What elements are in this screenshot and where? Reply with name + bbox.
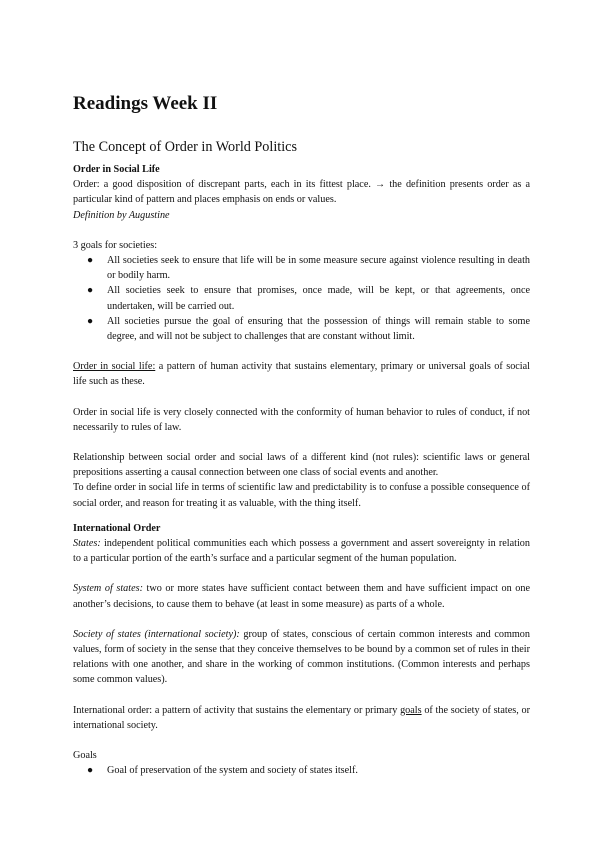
list-item: ● All societies seek to ensure that life will be in some measure secure against violence resulting in death or bodily harm. — [87, 255, 530, 282]
paragraph-relationship: Relationship between social order and social laws of a different kind (not rules): scientific laws or general prepositions asserting a causal connection between one class of social events and another. — [73, 452, 530, 479]
paragraph-order-definition: Order: a good disposition of discrepant parts, each in its fittest place. → the definition presents order as a particular kind of pattern and places emphasis on ends or values. — [73, 179, 530, 206]
heading-order-in-social-life: Order in Social Life — [73, 164, 160, 175]
paragraph-system-of-states: System of states: two or more states have sufficient contact between them and have sufficient impact on one another’s decisions, to cause them to behave (at least in some measure) as parts of a whole. — [73, 583, 531, 610]
paragraph-define-order: To define order in social life in terms of scientific law and predictability is to confuse a possible consequence of social order, and reason for treating it as valuable, with the thing itself. — [73, 482, 530, 509]
list-item: ● All societies seek to ensure that promises, once made, will be kept, or that agreements, once undertaken, will be carried out. — [87, 285, 530, 312]
definition-attribution: Definition by Augustine — [73, 209, 170, 221]
bullet-icon: ● — [87, 765, 94, 777]
bullet-icon: ● — [87, 315, 94, 327]
goals-label: Goals — [73, 750, 97, 762]
bullet-icon: ● — [87, 285, 94, 297]
section-title: The Concept of Order in World Politics — [73, 139, 297, 155]
goals-intro: 3 goals for societies: — [73, 239, 158, 251]
paragraph-conformity: Order in social life is very closely connected with the conformity of human behavior to rules of conduct, if not necessarily to rules of law. — [73, 406, 530, 433]
paragraph-international-order: International order: a pattern of activity that sustains the elementary or primary goals of the society of states, or international society. — [73, 704, 530, 731]
term-goals: goals — [400, 704, 422, 716]
international-goals-list — [73, 763, 530, 778]
term-states: States: — [73, 538, 101, 550]
bullet-icon: ● — [87, 255, 94, 267]
paragraph-social-order-definition: Order in social life: a pattern of human activity that sustains elementary, primary or universal goals of social life such as these. — [73, 361, 530, 388]
paragraph-states: States: independent political communities each which possess a government and assert sovereignty in relation to a particular portion of the earth’s surface and a particular segment of the human population. — [73, 538, 530, 565]
list-item: ● Goal of preservation of the system and society of states itself. — [107, 763, 530, 778]
goals-list — [73, 253, 530, 344]
term-society-of-states: Society of states (international society): — [73, 628, 240, 640]
heading-international-order: International Order — [73, 522, 161, 534]
term-system-of-states: System of states: — [73, 583, 143, 595]
paragraph-society-of-states: Society of states (international society): group of states, conscious of certain common interests and common values, form of society in the sense that they conceive themselves to be bound by a common set of rules in their relations with one another, and share in the working of common institutions. (Common interests and perhaps some common values). — [73, 628, 530, 686]
list-item: ● All societies pursue the goal of ensuring that the possession of things will remain stable to some degree, and will not be subject to challenges that are constant without limit. — [87, 315, 530, 343]
term-order-in-social-life: Order in social life: — [73, 361, 156, 373]
document-title: Readings Week II — [73, 93, 218, 114]
